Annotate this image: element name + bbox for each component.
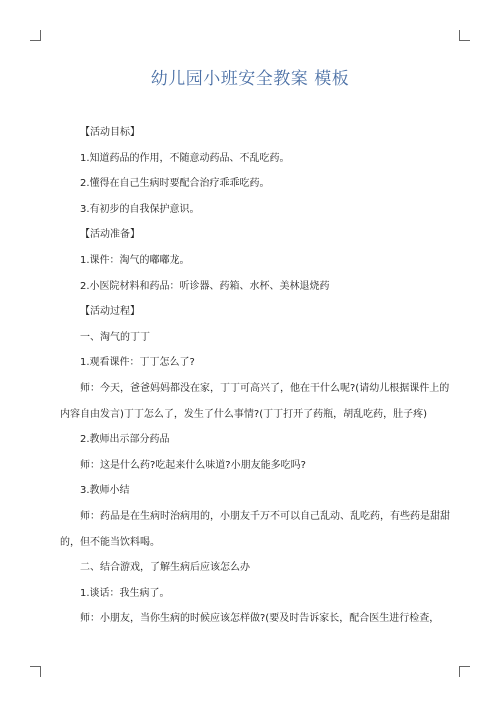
paragraph: 2.教师出示部分药品 [80,434,170,446]
paragraph: 二、结合游戏，了解生病后应该怎么办 [80,562,250,574]
paragraph: 2.懂得在自己生病时要配合治疗乖乖吃药。 [80,178,270,190]
paragraph: 师：小朋友，当你生病的时候应该怎样做?(要及时告诉家长，配合医生进行检查， [80,613,440,625]
paragraph: 1.知道药品的作用，不随意动药品、不乱吃药。 [80,152,290,164]
paragraph: 师：药品是在生病时治病用的，小朋友千万不可以自己乱动、乱吃药，有些药是甜甜的，但不能当饮料喝。 [60,510,450,548]
paragraph: 1.谈话：我生病了。 [80,587,170,599]
paragraph: 【活动过程】 [80,306,140,318]
crop-mark-top-right [459,30,470,41]
paragraph: 1.观看课件：丁丁怎么了? [80,357,195,369]
paragraph: 【活动目标】 [80,127,140,138]
document-body [60,120,450,632]
crop-mark-bottom-right [459,666,470,677]
document-title: 幼儿园小班安全教案 模板 [150,69,350,89]
paragraph: 2.小医院材料和药品：听诊器、药箱、水杯、美林退烧药 [80,280,330,292]
crop-mark-bottom-left [30,666,41,677]
paragraph: 1.课件：淘气的嘟嘟龙。 [80,254,190,266]
paragraph: 【活动准备】 [80,229,140,241]
paragraph: 3.有初步的自我保护意识。 [80,203,200,215]
paragraph: 3.教师小结 [80,485,130,497]
paragraph: 师：今天，爸爸妈妈都没在家，丁丁可高兴了，他在干什么呢?(请幼儿根据课件上的内容自由发言)丁丁怎么了，发生了什么事情?(丁丁打开了药瓶，胡乱吃药，肚子疼) [60,382,450,420]
paragraph: 一、淘气的丁丁 [80,331,150,343]
crop-mark-top-left [30,30,41,41]
paragraph: 师：这是什么药?吃起来什么味道?小朋友能多吃吗? [80,459,306,471]
